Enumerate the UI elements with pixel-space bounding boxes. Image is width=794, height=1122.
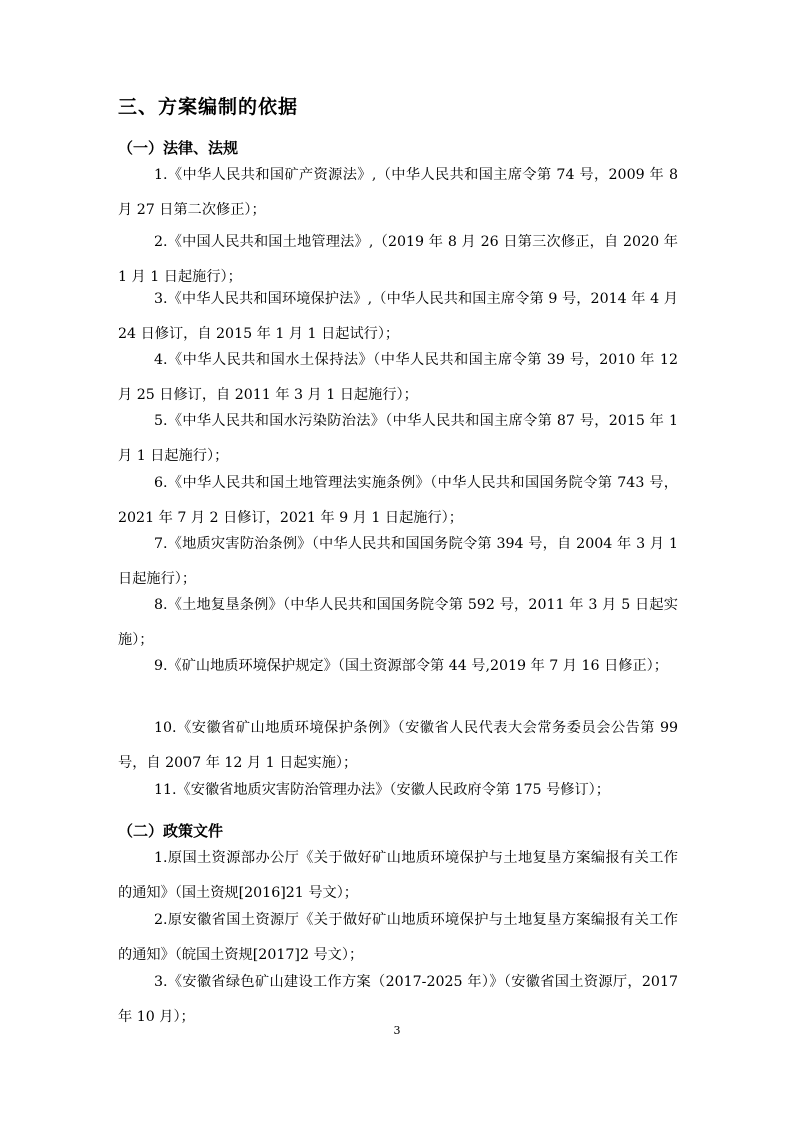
law-item-5: 5.《中华人民共和国水污染防治法》（中华人民共和国主席令第 87 号，2015 年 1 月 1 日起施行）；	[118, 413, 678, 464]
law-item-1: 1.《中华人民共和国矿产资源法》,（中华人民共和国主席令第 74 号，2009 年 8 月 27 日第二次修正）；	[118, 167, 678, 218]
policy-item-1: 1.原国土资源部办公厅《关于做好矿山地质环境保护与土地复垦方案编报有关工作的通知》（国土资规[2016]21 号文）；	[118, 850, 678, 901]
subsection-heading-laws: （一）法律、法规	[118, 139, 239, 157]
law-item-2: 2.《中国人民共和国土地管理法》,（2019 年 8 月 26 日第三次修正，自 2020 年 1 月 1 日起施行）；	[118, 234, 678, 285]
law-item-10: 10.《安徽省矿山地质环境保护条例》（安徽省人民代表大会常务委员会公告第 99 号，自 2007 年 12 月 1 日起实施）；	[118, 720, 678, 771]
policy-item-3: 3.《安徽省绿色矿山建设工作方案（2017-2025 年）》（安徽省国土资源厅，2017 年 10 月）；	[118, 974, 678, 1025]
law-item-11: 11.《安徽省地质灾害防治管理办法》（安徽人民政府令第 175 号修订）；	[154, 782, 610, 798]
law-item-4: 4.《中华人民共和国水土保持法》（中华人民共和国主席令第 39 号，2010 年 12 月 25 日修订，自 2011 年 3 月 1 日起施行）；	[118, 352, 678, 403]
law-item-8: 8.《土地复垦条例》（中华人民共和国国务院令第 592 号，2011 年 3 月 5 日起实施）；	[118, 597, 678, 648]
page-number: 3	[393, 1024, 401, 1037]
law-item-6: 6.《中华人民共和国土地管理法实施条例》（中华人民共和国国务院令第 743 号，2021 年 7 月 2 日修订，2021 年 9 月 1 日起施行）；	[118, 475, 678, 526]
section-title: 三、方案编制的依据	[118, 96, 299, 118]
law-item-3: 3.《中华人民共和国环境保护法》,（中华人民共和国主席令第 9 号，2014 年 4 月 24 日修订，自 2015 年 1 月 1 日起试行）；	[118, 291, 678, 342]
law-item-7: 7.《地质灾害防治条例》（中华人民共和国国务院令第 394 号，自 2004 年 3 月 1 日起施行）；	[118, 536, 678, 587]
subsection-heading-policies: （二）政策文件	[118, 822, 224, 840]
policy-item-2: 2.原安徽省国土资源厅《关于做好矿山地质环境保护与土地复垦方案编报有关工作的通知》（皖国土资规[2017]2 号文）；	[118, 912, 678, 963]
law-item-9: 9.《矿山地质环境保护规定》（国土资源部令第 44 号,2019 年 7 月 16 日修正）；	[154, 658, 668, 674]
